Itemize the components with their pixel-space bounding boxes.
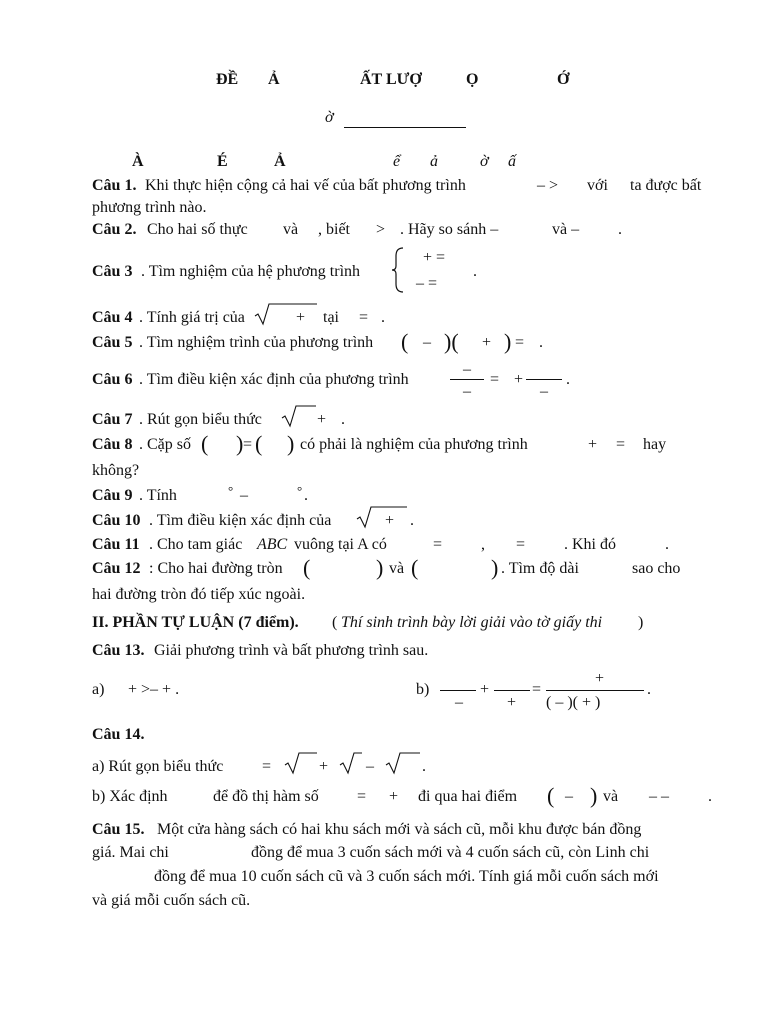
q2-text-f: . [618, 221, 622, 238]
q11-eq1: = [433, 536, 443, 553]
q5-text: . Tìm nghiệm trình của phương trình [139, 334, 374, 351]
title-part-4: Ọ [466, 71, 479, 88]
q6-frac-bar-2 [526, 379, 562, 380]
q2-sym1: > [376, 221, 386, 238]
q12-text-a: : Cho hai đường tròn [149, 560, 283, 577]
q1-text-d: phương trình nào. [92, 199, 207, 216]
q6-den1: – [463, 383, 471, 400]
q10-end: . [410, 512, 414, 529]
part2-note-close: ) [638, 614, 644, 631]
q1-text-a: Khi thực hiện cộng cả hai vế của bất phương trình [145, 177, 466, 194]
q14-b-end: . [708, 788, 712, 805]
q6-eq: = [490, 371, 500, 388]
q3-brace [390, 246, 406, 294]
q12-paren: ) [491, 555, 499, 580]
q6-label: Câu 6 [92, 371, 133, 388]
q14-sqrt-1 [284, 751, 318, 775]
q4-eq: = [359, 309, 369, 326]
q11-text-b: vuông tại A có [294, 536, 387, 553]
q14-label: Câu 14. [92, 726, 145, 743]
q5-end: . [539, 334, 543, 351]
q3-label: Câu 3 [92, 263, 133, 280]
section1-part-4: ể [393, 153, 401, 170]
q7-plus: + [317, 411, 327, 428]
q9-text: . Tính [139, 487, 177, 504]
q8-text-a: . Cặp số [139, 436, 191, 453]
q13-b-eq: = [532, 681, 542, 698]
q11-label: Câu 11 [92, 536, 140, 553]
q3-row2: – = [416, 275, 438, 292]
q12-text-c: . Tìm độ dài [501, 560, 579, 577]
q10-plus: + [385, 512, 395, 529]
q14-b-text-c: đi qua hai điểm [418, 788, 518, 805]
q8-plus: + [588, 436, 598, 453]
q15-line-2b: đồng để mua 3 cuốn sách mới và 4 cuốn sách cũ, còn Linh chi [251, 844, 650, 861]
q8-eq: = [243, 436, 253, 453]
q5-paren: )( [444, 329, 459, 354]
q6-num1: – [463, 361, 471, 378]
q13-a-label: a) [92, 681, 105, 698]
q13-b-plus: + [480, 681, 490, 698]
title-part-2: Ả [268, 71, 280, 88]
q11-abc: ABC [257, 536, 288, 553]
q13-b-end: . [647, 681, 651, 698]
q11-comma: , [481, 536, 485, 553]
q13-frac-bar-1 [440, 690, 476, 691]
q9-deg2: ° [297, 483, 303, 498]
q8-label: Câu 8 [92, 436, 133, 453]
q14-b-p2: – – [649, 788, 669, 805]
q14-a-eq: = [262, 758, 272, 775]
q14-sqrt-3 [385, 751, 421, 775]
q13-b-den3: ( – )( + ) [546, 694, 601, 711]
q2-text-c: , biết [318, 221, 350, 238]
q14-b-eq: = [357, 788, 367, 805]
time-label: ờ [325, 109, 334, 126]
q8-paren: ( [201, 431, 209, 456]
q13-frac-bar-3 [546, 690, 644, 691]
q12-paren: ( [411, 555, 419, 580]
q14-paren: ( [547, 783, 555, 808]
q14-b-text-d: và [603, 788, 619, 805]
part2-heading: II. PHẦN TỰ LUẬN (7 điểm). [92, 614, 299, 631]
q1-sym: – > [537, 177, 559, 194]
q7-text: . Rút gọn biểu thức [139, 411, 262, 428]
section1-part-6: ờ [480, 153, 489, 170]
q1-text-c: ta được bất [630, 177, 702, 194]
q12-paren: ) [376, 555, 384, 580]
q5-inner1: – [423, 334, 431, 351]
q14-a-end: . [422, 758, 426, 775]
q4-label: Câu 4 [92, 309, 133, 326]
q6-frac-bar-1 [450, 379, 484, 380]
part2-note-open: ( [332, 614, 338, 631]
q5-label: Câu 5 [92, 334, 133, 351]
q8-text-b: có phải là nghiệm của phương trình [300, 436, 528, 453]
q13-label: Câu 13. [92, 642, 145, 659]
q6-text: . Tìm điều kiện xác định của phương trình [139, 371, 409, 388]
q14-b-text-b: để đồ thị hàm số [213, 788, 319, 805]
q8-paren: ( [255, 431, 263, 456]
q3-text: . Tìm nghiệm của hệ phương trình [141, 263, 361, 280]
q15-line-3: đồng để mua 10 cuốn sách cũ và 3 cuốn sách mới. Tính giá mỗi cuốn sách mới [154, 868, 659, 885]
q14-paren: ) [590, 783, 598, 808]
q6-den2: – [540, 383, 548, 400]
q12-paren: ( [303, 555, 311, 580]
q8-text-d: không? [92, 462, 140, 479]
q14-a-text: a) Rút gọn biểu thức [92, 758, 224, 775]
q13-b-den2: + [507, 694, 517, 711]
q4-text-a: . Tính giá trị của [139, 309, 245, 326]
q8-text-c: hay [643, 436, 667, 453]
q4-end: . [381, 309, 385, 326]
q2-text-e: và – [552, 221, 580, 238]
q9-label: Câu 9 [92, 487, 133, 504]
title-part-3: ẤT LƯỢ [360, 71, 422, 88]
q3-end: . [473, 263, 477, 280]
q5-inner2: + [482, 334, 492, 351]
q6-plus: + [514, 371, 524, 388]
q1-text-b: với [587, 177, 608, 194]
q13-b-label: b) [416, 681, 430, 698]
q14-b-text-a: b) Xác định [92, 788, 168, 805]
q9-deg1: ° [228, 483, 234, 498]
q8-paren: ) [236, 431, 244, 456]
q13-text: Giải phương trình và bất phương trình sau. [154, 642, 429, 659]
q2-text-d: . Hãy so sánh – [400, 221, 499, 238]
q7-end: . [341, 411, 345, 428]
q8-paren: ) [287, 431, 295, 456]
q1-label: Câu 1. [92, 177, 137, 194]
q10-label: Câu 10 [92, 512, 141, 529]
q10-text: . Tìm điều kiện xác định của [149, 512, 332, 529]
q13-a-expr: + >– + . [128, 681, 180, 698]
q3-row1: + = [423, 249, 446, 266]
q15-label: Câu 15. [92, 821, 145, 838]
q11-eq2: = [516, 536, 526, 553]
q14-b-p1: – [565, 788, 573, 805]
q6-end: . [566, 371, 570, 388]
q5-paren: ) [504, 329, 512, 354]
q14-b-plus: + [389, 788, 399, 805]
q14-sqrt-2 [339, 751, 363, 775]
q15-line-4: và giá mỗi cuốn sách cũ. [92, 892, 251, 909]
q12-text-b: và [389, 560, 405, 577]
title-part-5: Ớ [557, 71, 570, 88]
q13-b-den1: – [455, 694, 463, 711]
q12-text-e: hai đường tròn đó tiếp xúc ngoài. [92, 586, 306, 603]
q7-label: Câu 7 [92, 411, 133, 428]
q5-paren: ( [401, 329, 409, 354]
q13-b-num3: + [595, 670, 605, 687]
section1-part-1: À [132, 153, 144, 170]
section1-part-2: É [217, 153, 228, 170]
q2-text-b: và [283, 221, 299, 238]
q12-label: Câu 12 [92, 560, 141, 577]
title-part-1: ĐỀ [216, 71, 239, 88]
q2-label: Câu 2. [92, 221, 137, 238]
part2-note: Thí sinh trình bày lời giải vào tờ giấy thi [341, 614, 603, 631]
section1-part-5: ả [430, 153, 438, 170]
q4-sqrt-sign [254, 302, 318, 326]
q4-text-b: tại [323, 309, 339, 326]
q5-eq: = [515, 334, 525, 351]
q9-minus: – [240, 487, 248, 504]
q2-text-a: Cho hai số thực [147, 221, 248, 238]
q12-text-d: sao cho [632, 560, 681, 577]
time-underline [344, 127, 466, 128]
q14-a-minus: – [366, 758, 374, 775]
q15-line-2a: giá. Mai chi [92, 844, 169, 861]
q11-end: . [665, 536, 669, 553]
q4-sqrt-inner: + [296, 309, 306, 326]
q7-sqrt-sign [281, 404, 317, 428]
section1-part-7: ấ [508, 153, 516, 170]
q8-eq2: = [616, 436, 626, 453]
q10-sqrt-sign [356, 505, 408, 529]
section1-part-3: Ả [274, 153, 286, 170]
q15-line-1: Một cửa hàng sách có hai khu sách mới và sách cũ, mỗi khu được bán đồng [157, 821, 642, 838]
q11-text-c: . Khi đó [564, 536, 616, 553]
q14-a-plus: + [319, 758, 329, 775]
q9-end: . [304, 487, 308, 504]
q13-frac-bar-2 [494, 690, 530, 691]
q11-text-a: . Cho tam giác [149, 536, 243, 553]
